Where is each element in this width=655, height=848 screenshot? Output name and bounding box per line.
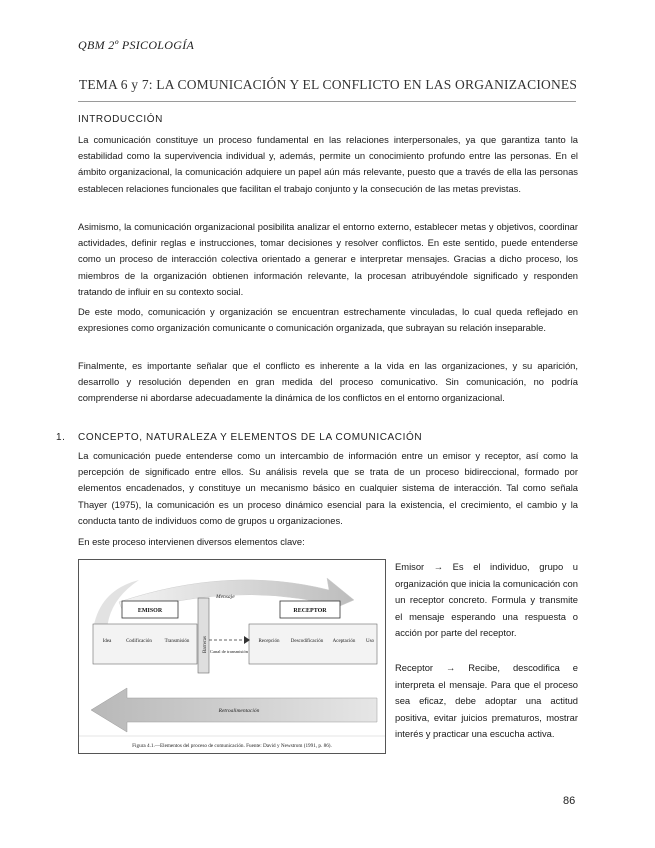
figure-label-canal: Canal de transmisión [210, 649, 248, 654]
figure-item-idea: Idea [102, 639, 112, 644]
figure-item-transmision: Transmisión [164, 639, 190, 644]
figure-label-emisor: EMISOR [137, 608, 163, 614]
intro-paragraph-4: Finalmente, es importante señalar que el conflicto es inherente a la vida en las organizaciones, y su aparición, desarrollo y resolución dependen en gran medida del proceso comunicativo. Sin comunicación, no podría comprenderse ni abordarse adecuadamente la dinámica de los conflictos en el entorno organizacional. [78, 360, 578, 404]
section-heading: CONCEPTO, NATURALEZA Y ELEMENTOS DE LA COMUNICACIÓN [78, 432, 423, 443]
page-number: 86 [563, 795, 576, 807]
section-paragraph: La comunicación puede entenderse como un intercambio de información entre un emisor y receptor, así como la percepción de significado entre ellos. Su análisis revela que se trata de un proceso bidireccional, formado por elementos encadenados, y constituye un mecanismo básico en cualquier sistema de interacción. Tal como señala Thayer (1975), la comunicación es un proceso dinámico esencial para la existencia, el crecimiento, el cambio y la conducta tanto de individuos como de grupos u organizaciones. [78, 450, 578, 526]
intro-heading: INTRODUCCIÓN [78, 114, 163, 125]
intro-paragraph-1: La comunicación constituye un proceso fundamental en las relaciones interpersonales, ya que garantiza tanto la estabilidad como la supervivencia individual y, además, permite un conocimiento profundo entre las personas. En el ámbito organizacional, la comunicación adquiere un papel aún más relevante, puesto que a través de ella las personas establecen relaciones funcionales que facilitan el trabajo conjunto y la consecución de las metas previstas. [78, 134, 578, 194]
communication-process-figure [78, 559, 386, 754]
figure-label-receptor: RECEPTOR [293, 608, 327, 614]
figure-item-descodificacion: Descodificación [290, 639, 324, 644]
receptor-description: Receptor → Recibe, descodifica e interpreta el mensaje. Para que el proceso sea eficaz, debe adoptar una actitud positiva, evitar juicios prematuros, mostrar interés y practicar una escucha activa. [395, 662, 578, 740]
figure-label-retro: Retroalimentación [218, 708, 260, 714]
intro-paragraph-3: De este modo, comunicación y organización se encuentran estrechamente vinculadas, lo cual queda reflejado en expresiones como organización comunicante o comunicación organizada, que subrayan su relación inseparable. [78, 306, 578, 334]
barrier-bar [198, 598, 209, 673]
emisor-description: Emisor → Es el individuo, grupo u organización que inicia la comunicación con un receptor concreto. Formula y transmite el mensaje esperando una respuesta o acción por parte del receptor. [395, 561, 578, 639]
page-title: TEMA 6 y 7: LA COMUNICACIÓN Y EL CONFLICTO EN LAS ORGANIZACIONES [78, 77, 578, 92]
document-header: QBM 2º PSICOLOGÍA [78, 38, 195, 52]
figure-item-recepcion: Recepción [258, 639, 280, 644]
title-divider [78, 101, 576, 102]
figure-label-mensaje: Mensaje [216, 594, 235, 600]
intro-paragraph-2: Asimismo, la comunicación organizacional posibilita analizar el entorno externo, establecer metas y objetivos, coordinar actividades, definir reglas e instrucciones, tomar decisiones y resolver conflictos. En este sentido, puede entenderse como un proceso de interacción colectiva orientado a generar e interpretar mensajes. Gracias a dicho proceso, los miembros de la organización obtienen información relevante, la procesan atribuyéndole significado y responden tratando de influir en su contexto social. [78, 221, 578, 297]
figure-item-aceptacion: Aceptación [332, 639, 356, 644]
elements-intro: En este proceso intervienen diversos elementos clave: [78, 536, 305, 547]
figure-item-uso: Uso [365, 639, 375, 644]
section-number: 1. [56, 432, 66, 443]
figure-item-codificacion: Codificación [126, 639, 152, 644]
figure-caption: Figura 4.1.—Elementos del proceso de comunicación. Fuente: David y Newstrom (1991, p. 86). [132, 743, 332, 749]
figure-label-barreras: Barreras [203, 636, 208, 653]
